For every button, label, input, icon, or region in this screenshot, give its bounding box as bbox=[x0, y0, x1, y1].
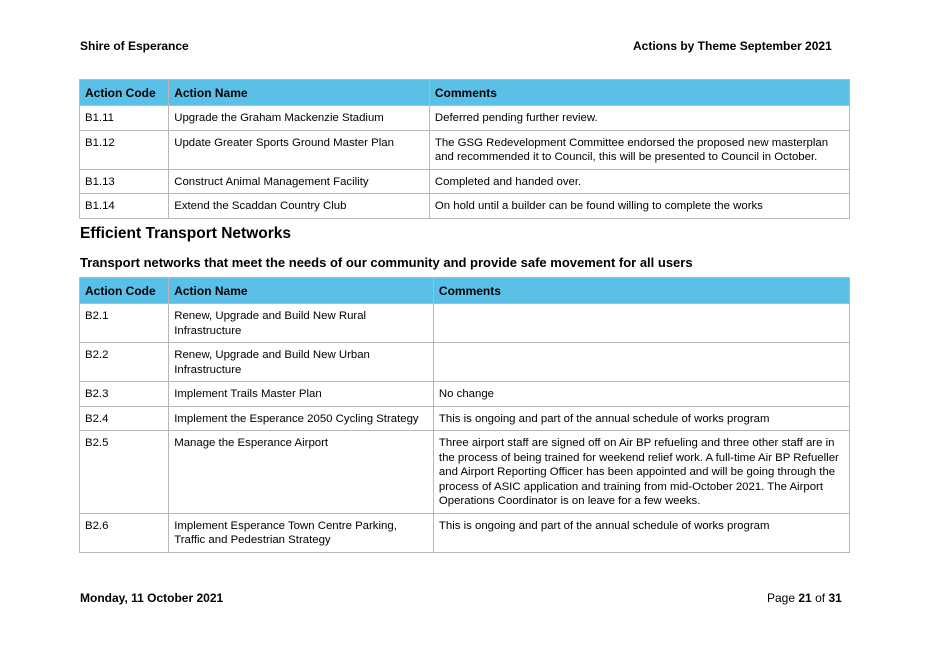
actions-table-b1 bbox=[79, 79, 850, 219]
table-row bbox=[80, 194, 850, 219]
actions-table-b2 bbox=[79, 277, 850, 553]
column-header-action-code: Action Code bbox=[80, 278, 169, 304]
action-code: B1.11 bbox=[80, 106, 169, 131]
action-name: Manage the Esperance Airport bbox=[169, 431, 434, 514]
column-header-comments: Comments bbox=[433, 278, 849, 304]
action-name: Implement Esperance Town Centre Parking, Traffic and Pedestrian Strategy bbox=[169, 513, 434, 552]
report-date: Monday, 11 October 2021 bbox=[80, 591, 224, 605]
action-comment: On hold until a builder can be found willing to complete the works bbox=[429, 194, 849, 219]
table-header-row bbox=[80, 80, 850, 106]
action-code: B2.1 bbox=[80, 304, 169, 343]
action-name: Construct Animal Management Facility bbox=[169, 169, 430, 194]
action-code: B2.6 bbox=[80, 513, 169, 552]
column-header-action-name: Action Name bbox=[169, 278, 434, 304]
action-code: B1.12 bbox=[80, 130, 169, 169]
action-name: Update Greater Sports Ground Master Plan bbox=[169, 130, 430, 169]
action-name: Implement Trails Master Plan bbox=[169, 382, 434, 407]
action-code: B1.13 bbox=[80, 169, 169, 194]
action-comment: Completed and handed over. bbox=[429, 169, 849, 194]
section-title: Efficient Transport Networks bbox=[80, 225, 292, 242]
action-comment bbox=[433, 343, 849, 382]
action-comment: This is ongoing and part of the annual schedule of works program bbox=[433, 513, 849, 552]
page-current: 21 bbox=[798, 591, 812, 605]
table-row bbox=[80, 304, 850, 343]
action-code: B2.3 bbox=[80, 382, 169, 407]
page-total: 31 bbox=[828, 591, 842, 605]
action-comment: The GSG Redevelopment Committee endorsed the proposed new masterplan and recommended it to Council, this will be presented to Council in October. bbox=[429, 130, 849, 169]
report-title: Actions by Theme September 2021 bbox=[633, 39, 832, 53]
table-row bbox=[80, 431, 850, 514]
page-of: of bbox=[815, 591, 826, 605]
action-code: B2.2 bbox=[80, 343, 169, 382]
table-row bbox=[80, 130, 850, 169]
action-name: Renew, Upgrade and Build New Urban Infrastructure bbox=[169, 343, 434, 382]
action-code: B2.5 bbox=[80, 431, 169, 514]
table-row bbox=[80, 106, 850, 131]
column-header-action-name: Action Name bbox=[169, 80, 430, 106]
organisation-name: Shire of Esperance bbox=[80, 39, 189, 53]
action-name: Renew, Upgrade and Build New Rural Infrastructure bbox=[169, 304, 434, 343]
action-name: Implement the Esperance 2050 Cycling Strategy bbox=[169, 406, 434, 431]
column-header-comments: Comments bbox=[429, 80, 849, 106]
table-header-row bbox=[80, 278, 850, 304]
action-code: B1.14 bbox=[80, 194, 169, 219]
page-number bbox=[767, 591, 842, 605]
action-comment: This is ongoing and part of the annual schedule of works program bbox=[433, 406, 849, 431]
table-row bbox=[80, 343, 850, 382]
action-comment bbox=[433, 304, 849, 343]
section-subtitle: Transport networks that meet the needs of our community and provide safe movement for all users bbox=[80, 255, 693, 270]
action-comment: Deferred pending further review. bbox=[429, 106, 849, 131]
action-name: Upgrade the Graham Mackenzie Stadium bbox=[169, 106, 430, 131]
table-row bbox=[80, 406, 850, 431]
table-row bbox=[80, 382, 850, 407]
action-comment: No change bbox=[433, 382, 849, 407]
action-comment: Three airport staff are signed off on Air BP refueling and three other staff are in the process of being trained for weekend relief work. A full-time Air BP Refueller and Airport Reporting Officer has been appointed and will be going through the process of ASIC application and training from mid-October 2021. The Airport Operations Coordinator is on leave for a few weeks. bbox=[433, 431, 849, 514]
action-code: B2.4 bbox=[80, 406, 169, 431]
table-row bbox=[80, 513, 850, 552]
table-row bbox=[80, 169, 850, 194]
action-name: Extend the Scaddan Country Club bbox=[169, 194, 430, 219]
column-header-action-code: Action Code bbox=[80, 80, 169, 106]
page-label: Page bbox=[767, 591, 796, 605]
